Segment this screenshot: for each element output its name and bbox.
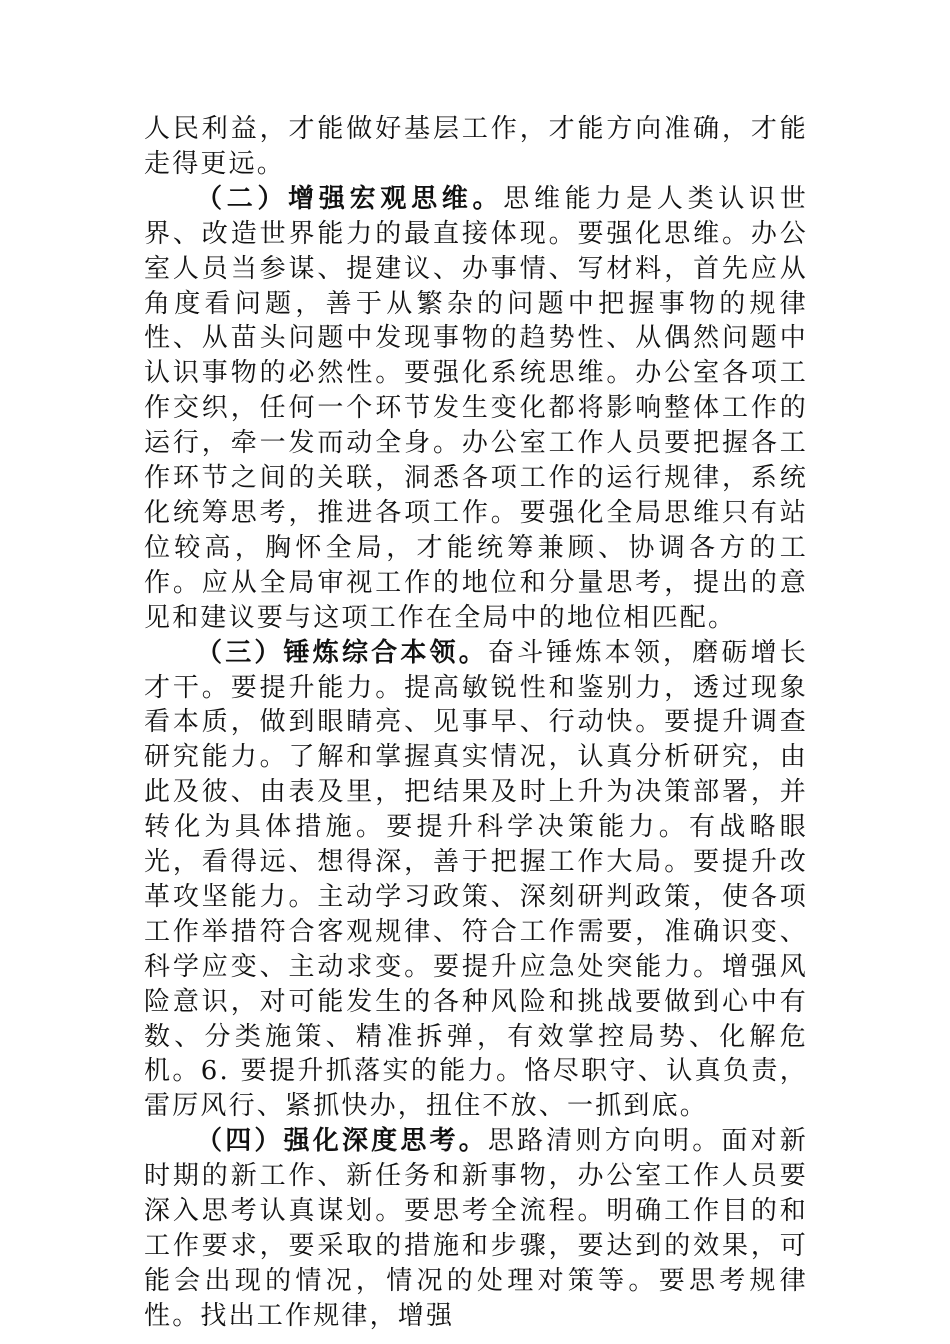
paragraph-body: 思路清则方向明。面对新时期的新工作、新任务和新事物，办公室工作人员要深入思考认真谋划。要思考全流程。明确工作目的和工作要求，要采取的措施和步骤，要达到的效果，可能会出现的情况，情况的处理对策等。要思考规律性。找出工作规律，增强: [144, 1126, 808, 1331]
paragraph-section-3: [144, 636, 808, 1125]
document-page: [144, 112, 808, 1334]
paragraph-body: 人民利益，才能做好基层工作，才能方向准确，才能走得更远。: [144, 114, 808, 179]
paragraph-body: 思维能力是人类认识世界、改造世界能力的最直接体现。要强化思维。办公室人员当参谋、提建议、办事情、写材料，首先应从角度看问题，善于从繁杂的问题中把握事物的规律性、从苗头问题中发现事物的趋势性、从偶然问题中认识事物的必然性。要强化系统思维。办公室各项工作交织，任何一个环节发生变化都将影响整体工作的运行，牵一发而动全身。办公室工作人员要把握各工作环节之间的关联，洞悉各项工作的运行规律，系统化统筹思考，推进各项工作。要强化全局思维只有站位较高，胸怀全局，才能统筹兼顾、协调各方的工作。应从全局审视工作的地位和分量思考，提出的意见和建议要与这项工作在全局中的地位相匹配。: [144, 183, 808, 633]
section-heading: （二）增强宏观思维。: [196, 183, 504, 214]
section-heading: （三）锤炼综合本领。: [196, 637, 488, 668]
paragraph-section-2: [144, 182, 808, 636]
section-heading: （四）强化深度思考。: [196, 1126, 488, 1157]
paragraph-section-4: [144, 1124, 808, 1333]
paragraph-body: 奋斗锤炼本领，磨砺增长才干。要提升能力。提高敏锐性和鉴别力，透过现象看本质，做到眼睛亮、见事早、行动快。要提升调查研究能力。了解和掌握真实情况，认真分析研究，由此及彼、由表及里，把结果及时上升为决策部署，并转化为具体措施。要提升科学决策能力。有战略眼光，看得远、想得深，善于把握工作大局。要提升改革攻坚能力。主动学习政策、深刻研判政策，使各项工作举措符合客观规律、符合工作需要，准确识变、科学应变、主动求变。要提升应急处突能力。增强风险意识，对可能发生的各种风险和挑战要做到心中有数、分类施策、精准拆弹，有效掌控局势、化解危机。6. 要提升抓落实的能力。恪尽职守、认真负责，雷厉风行、紧抓快办，扭住不放、一抓到底。: [144, 637, 808, 1122]
paragraph-continuation: [144, 112, 808, 182]
